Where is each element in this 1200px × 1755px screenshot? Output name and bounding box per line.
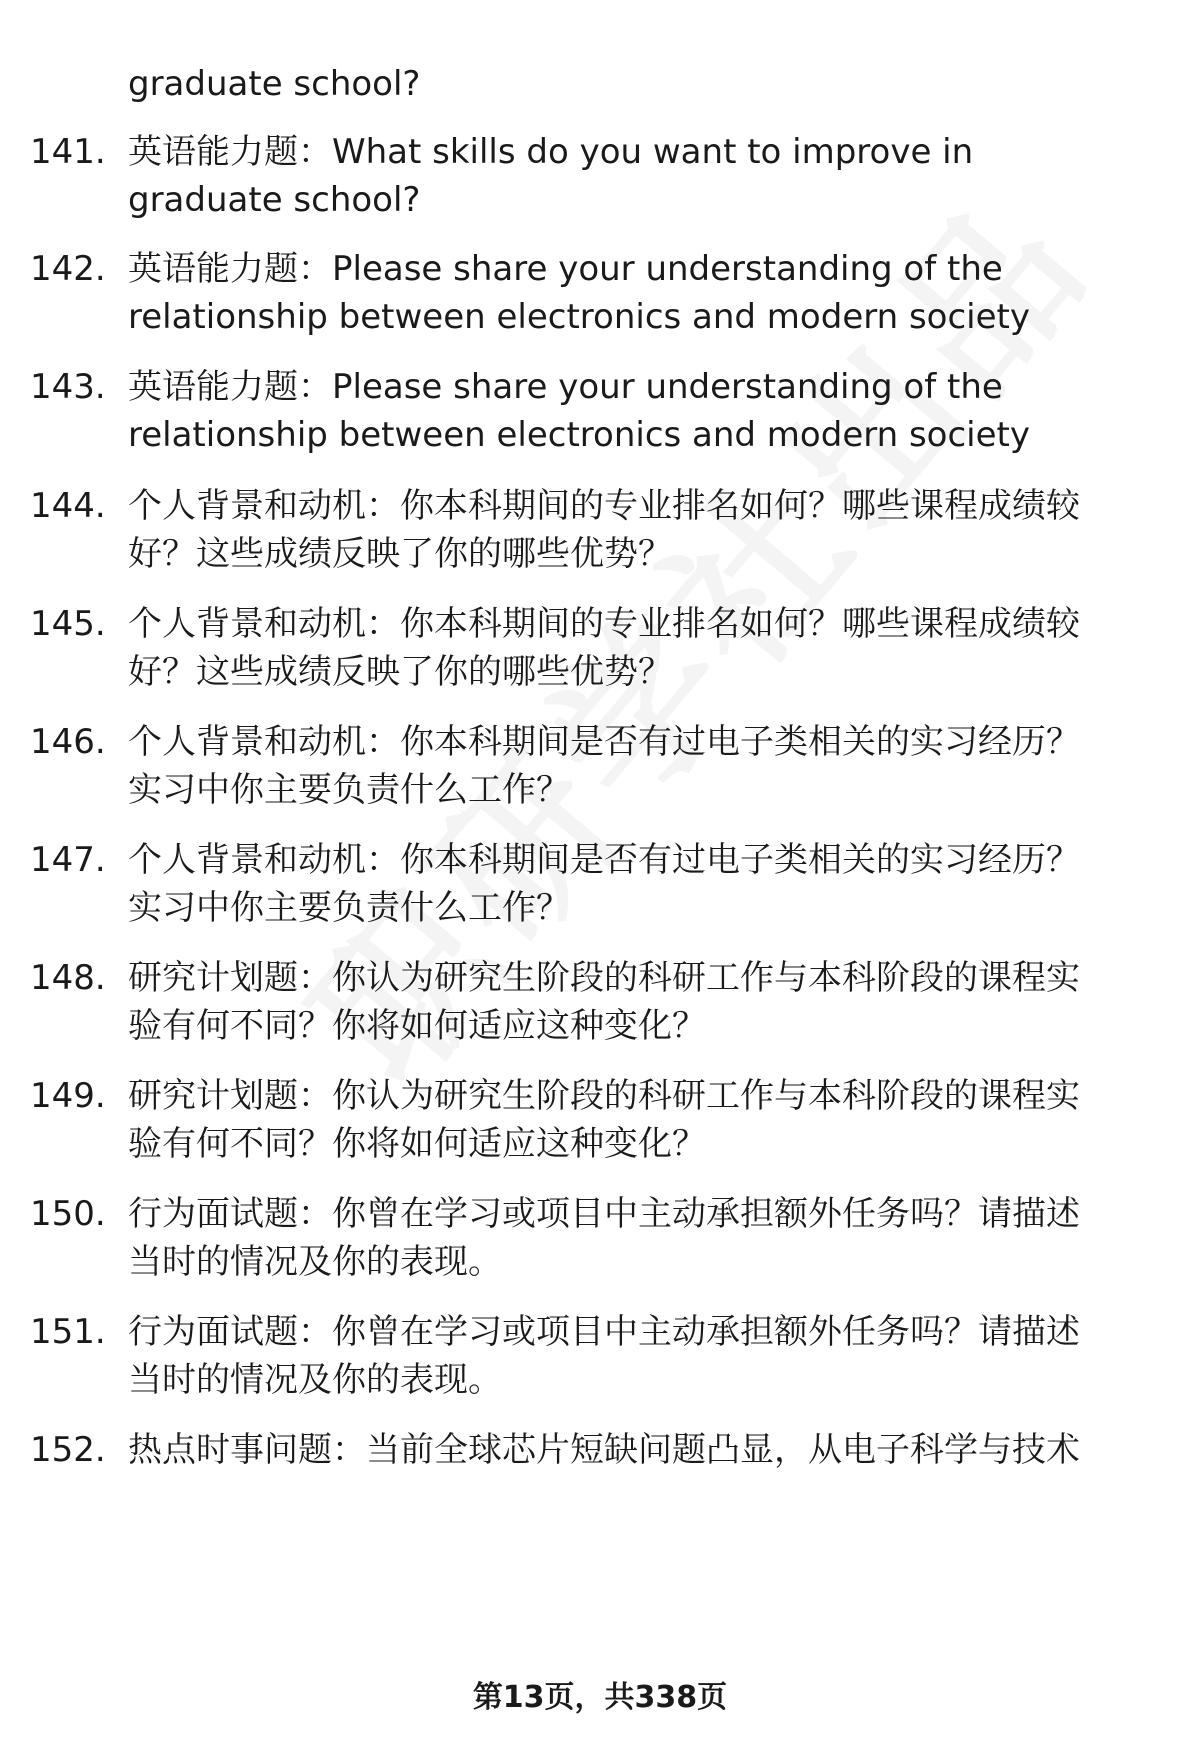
question-text-line: 行为面试题：你曾在学习或项目中主动承担额外任务吗？请描述 [128,1194,1080,1234]
question-number: 145. [30,604,106,644]
question-text-line: 个人背景和动机：你本科期间是否有过电子类相关的实习经历？ [128,722,1080,762]
question-text-line: 研究计划题：你认为研究生阶段的科研工作与本科阶段的课程实 [128,958,1080,998]
question-text-line: 验有何不同？你将如何适应这种变化？ [128,1006,706,1046]
question-text-line: 好？这些成绩反映了你的哪些优势？ [128,652,672,692]
question-text-line: 好？这些成绩反映了你的哪些优势？ [128,534,672,574]
question-text-line: 英语能力题：Please share your understanding of the [128,367,1003,407]
question-text-line: 英语能力题：Please share your understanding of the [128,249,1003,289]
question-text-line: relationship between electronics and modern society [128,297,1030,337]
question-text-line: 个人背景和动机：你本科期间的专业排名如何？哪些课程成绩较 [128,486,1080,526]
question-text-line: 行为面试题：你曾在学习或项目中主动承担额外任务吗？请描述 [128,1312,1080,1352]
question-text [128,1426,1148,1474]
question-text [128,600,1148,696]
question-text-line: 英语能力题：What skills do you want to improve in [128,132,974,172]
question-text [128,1308,1148,1404]
question-text [128,718,1148,814]
question-text-line: 研究计划题：你认为研究生阶段的科研工作与本科阶段的课程实 [128,1076,1080,1116]
question-text [128,836,1148,932]
question-text-line: 个人背景和动机：你本科期间是否有过电子类相关的实习经历？ [128,840,1080,880]
question-text-line: 实习中你主要负责什么工作？ [128,770,570,810]
question-text-line: 验有何不同？你将如何适应这种变化？ [128,1124,706,1164]
question-number: 144. [30,486,106,526]
question-text [128,954,1148,1050]
question-text-line: relationship between electronics and modern society [128,415,1030,455]
question-number: 152. [30,1430,106,1470]
question-text [128,128,1148,224]
question-text-line: 当时的情况及你的表现。 [128,1242,502,1282]
page-number-footer: 第13页，共338页 [472,1680,728,1715]
question-number: 142. [30,249,106,289]
question-number: 149. [30,1076,106,1116]
question-text-line: 实习中你主要负责什么工作？ [128,888,570,928]
question-number: 143. [30,367,106,407]
question-text-line: 个人背景和动机：你本科期间的专业排名如何？哪些课程成绩较 [128,604,1080,644]
question-text-line: 热点时事问题：当前全球芯片短缺问题凸显，从电子科学与技术 [128,1430,1080,1470]
continuation-text: graduate school? [128,64,421,104]
question-number: 150. [30,1194,106,1234]
question-text-line: 当时的情况及你的表现。 [128,1360,502,1400]
question-number: 151. [30,1312,106,1352]
question-number: 148. [30,958,106,998]
question-text [128,363,1148,459]
question-text [128,1190,1148,1286]
question-number: 146. [30,722,106,762]
question-number: 147. [30,840,106,880]
question-text-line: graduate school? [128,180,421,220]
question-text [128,1072,1148,1168]
question-number: 141. [30,132,106,172]
question-text [128,245,1148,341]
question-text [128,482,1148,578]
